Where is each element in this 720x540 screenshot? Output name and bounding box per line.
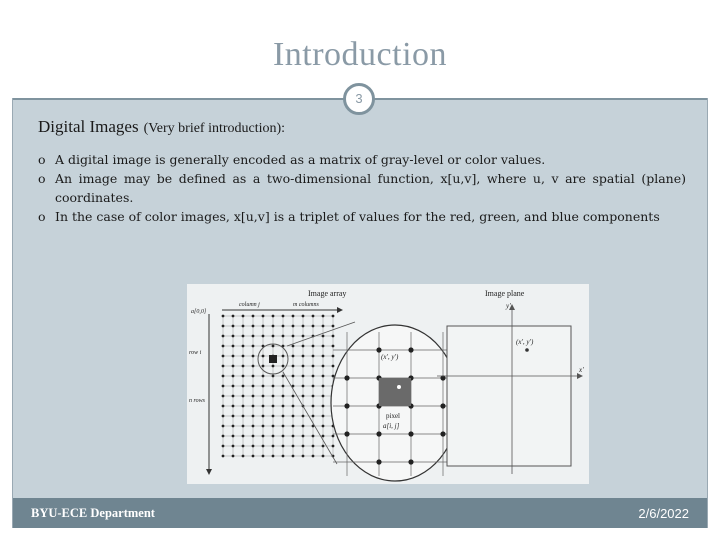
pixel-dot (262, 375, 265, 378)
pixel-dot (322, 385, 325, 388)
row-arrow-icon (206, 469, 212, 475)
pixel-dot (332, 445, 335, 448)
pixel-dot (252, 395, 255, 398)
pixel-dot (302, 345, 305, 348)
pixel-dot (322, 445, 325, 448)
pixel-dot (292, 355, 295, 358)
pixel-dot (312, 455, 315, 458)
pixel-dot (312, 365, 315, 368)
pixel-dot (222, 315, 225, 318)
pixel-dot (282, 315, 285, 318)
pixel-dot (332, 325, 335, 328)
pixel-dot (262, 425, 265, 428)
pixel-dot (302, 355, 305, 358)
pixel-dot (222, 365, 225, 368)
pixel-dot (292, 335, 295, 338)
pixel-dot (252, 405, 255, 408)
pixel-dot (242, 445, 245, 448)
pixel-dot (272, 435, 275, 438)
heading-subtext: (Very brief introduction): (143, 121, 286, 136)
pixel-dot (222, 415, 225, 418)
pixel-dot (242, 455, 245, 458)
pixel-dot (322, 355, 325, 358)
pixel-dot (292, 365, 295, 368)
pixel-dot (262, 335, 265, 338)
pixel-dot (262, 395, 265, 398)
pixel-dot (252, 385, 255, 388)
pixel-dot (232, 385, 235, 388)
pixel-dot (262, 365, 265, 368)
pixel-dot (222, 345, 225, 348)
pixel-dot (282, 355, 285, 358)
pixel-dot (232, 395, 235, 398)
pixel-dot (262, 315, 265, 318)
pixel-dot (282, 395, 285, 398)
pixel-dot (222, 395, 225, 398)
point-label: (x', y') (381, 353, 399, 361)
pixel-dot (292, 425, 295, 428)
pixel-dot (262, 435, 265, 438)
pixel-dot (292, 445, 295, 448)
pixel-dot (302, 365, 305, 368)
magnified-dot (408, 347, 413, 352)
pixel-dot (282, 335, 285, 338)
figure-svg (187, 284, 589, 484)
image-plane-label: Image plane (485, 289, 525, 298)
n-rows-label: n rows (189, 398, 205, 404)
pixel-dot (312, 355, 315, 358)
pixel-dot (232, 365, 235, 368)
pixel-dot (322, 325, 325, 328)
pixel-dot (302, 325, 305, 328)
pixel-dot (262, 405, 265, 408)
image-array-label: Image array (308, 289, 347, 298)
pixel-dot (302, 385, 305, 388)
pixel-dot (232, 355, 235, 358)
pixel-dot (232, 445, 235, 448)
pixel-dot (312, 315, 315, 318)
pixel-dot (282, 385, 285, 388)
pixel-dot (272, 345, 275, 348)
pixel-value-label: a[i, j] (383, 422, 400, 430)
magnified-dot (344, 431, 349, 436)
pixel-dot (292, 415, 295, 418)
pixel-dot (302, 375, 305, 378)
pixel-dot (242, 345, 245, 348)
bullet-text: An image may be defined as a two-dimensional function, x[u,v], where u, v are spatial (plane) coordinates. (55, 171, 686, 205)
pixel-dot (322, 425, 325, 428)
pixel-dot (322, 315, 325, 318)
pixel-dot (332, 335, 335, 338)
pixel-dot (322, 395, 325, 398)
pixel-dot (292, 435, 295, 438)
pixel-dot (292, 395, 295, 398)
magnified-pixel (379, 378, 411, 406)
pixel-dot (242, 335, 245, 338)
magnified-dot (408, 431, 413, 436)
pixel-dot (262, 445, 265, 448)
pixel-dot (302, 415, 305, 418)
pixel-dot (232, 415, 235, 418)
page-number-badge: 3 (343, 83, 375, 115)
pixel-dot (252, 425, 255, 428)
section-heading (38, 117, 285, 137)
pixel-dot (272, 455, 275, 458)
pixel-dot (272, 395, 275, 398)
pixel-dot (322, 405, 325, 408)
pixel-dot (302, 335, 305, 338)
pixel-dot (252, 375, 255, 378)
pixel-dot (312, 445, 315, 448)
bullet-item (38, 207, 686, 226)
pixel-dot (232, 345, 235, 348)
pixel-dot (312, 405, 315, 408)
pixel-dot (302, 455, 305, 458)
footer-date: 2/6/2022 (638, 506, 689, 521)
pixel-dot (242, 325, 245, 328)
pixel-dot (252, 345, 255, 348)
magnified-dot (440, 403, 445, 408)
pixel-dot (292, 315, 295, 318)
pixel-dot (322, 335, 325, 338)
pixel-dot (302, 395, 305, 398)
magnified-dot (376, 459, 381, 464)
pixel-dot (232, 315, 235, 318)
x-axis-label: x' (579, 366, 584, 374)
pixel-dot (292, 375, 295, 378)
pixel-dot (232, 335, 235, 338)
pixel-dot (322, 345, 325, 348)
pixel-dot (312, 435, 315, 438)
pixel-dot (282, 365, 285, 368)
pixel-dot (262, 355, 265, 358)
image-array-figure (187, 284, 589, 484)
zoom-line-top (287, 322, 355, 346)
pixel-dot (252, 335, 255, 338)
pixel-dot (312, 385, 315, 388)
pixel-dot (222, 385, 225, 388)
pixel-dot (272, 415, 275, 418)
pixel-dot (272, 315, 275, 318)
pixel-dot (242, 395, 245, 398)
image-plane-box (447, 326, 571, 466)
pixel-dot (222, 435, 225, 438)
pixel-dot (332, 315, 335, 318)
column-label: column j (239, 302, 260, 308)
pixel-dot (242, 405, 245, 408)
pixel-dot (282, 375, 285, 378)
pixel-dot (322, 435, 325, 438)
pixel-dot (222, 445, 225, 448)
y-axis-label: y' (506, 302, 511, 310)
bullet-item (38, 169, 686, 207)
pixel-dot (242, 375, 245, 378)
pixel-dot (332, 435, 335, 438)
pixel-dot (232, 405, 235, 408)
slide-footer (13, 498, 707, 528)
pixel-dot (292, 405, 295, 408)
pixel-dot (302, 435, 305, 438)
pixel-dot (292, 455, 295, 458)
pixel-dot (252, 365, 255, 368)
magnified-dot (440, 431, 445, 436)
magnified-dot (344, 403, 349, 408)
pixel-dot (252, 435, 255, 438)
pixel-dot (222, 425, 225, 428)
bullet-marker: o (38, 152, 46, 167)
pixel-dot (312, 325, 315, 328)
pixel-dot (222, 325, 225, 328)
plane-point-label: (x', y') (516, 338, 534, 346)
m-columns-label: m columns (293, 302, 319, 308)
pixel-dot (252, 315, 255, 318)
pixel-dot (302, 425, 305, 428)
pixel-dot (272, 425, 275, 428)
selected-pixel (269, 355, 277, 363)
pixel-dot (222, 455, 225, 458)
pixel-dot (312, 415, 315, 418)
pixel-dot (282, 435, 285, 438)
bullet-item (38, 150, 686, 169)
origin-label: a[0,0] (191, 309, 207, 315)
pixel-dot (332, 345, 335, 348)
magnified-dot (344, 375, 349, 380)
pixel-dot (282, 325, 285, 328)
magnified-dot (376, 347, 381, 352)
pixel-dot (242, 385, 245, 388)
pixel-dot (312, 375, 315, 378)
pixel-dot (282, 415, 285, 418)
pixel-label: pixel (386, 412, 400, 420)
footer-department: BYU-ECE Department (31, 506, 155, 520)
pixel-dot (242, 435, 245, 438)
plane-point (525, 348, 529, 352)
pixel-dot (312, 395, 315, 398)
pixel-dot (252, 355, 255, 358)
pixel-dot (232, 425, 235, 428)
pixel-dot (242, 355, 245, 358)
pixel-dot (312, 345, 315, 348)
pixel-dot (292, 345, 295, 348)
pixel-dot (252, 455, 255, 458)
pixel-dot (222, 375, 225, 378)
pixel-dot (232, 435, 235, 438)
column-arrow-icon (337, 307, 343, 313)
pixel-grid (223, 316, 333, 456)
heading-text: Digital Images (38, 117, 139, 136)
pixel-dot (292, 325, 295, 328)
pixel-dot (222, 405, 225, 408)
pixel-dot (232, 325, 235, 328)
pixel-dot (242, 425, 245, 428)
pixel-dot (282, 405, 285, 408)
pixel-dot (252, 325, 255, 328)
pixel-dot (282, 445, 285, 448)
pixel-dot (282, 425, 285, 428)
pixel-dot (252, 445, 255, 448)
pixel-dot (302, 445, 305, 448)
pixel-dot (322, 455, 325, 458)
magnified-point (397, 385, 401, 389)
pixel-dot (242, 315, 245, 318)
pixel-dot (252, 415, 255, 418)
pixel-dot (262, 455, 265, 458)
bullet-text: In the case of color images, x[u,v] is a triplet of values for the red, green, and blue components (55, 209, 660, 224)
pixel-dot (282, 455, 285, 458)
pixel-dot (272, 405, 275, 408)
pixel-dot (242, 415, 245, 418)
pixel-dot (222, 335, 225, 338)
pixel-dot (242, 365, 245, 368)
pixel-dot (322, 375, 325, 378)
bullet-list (38, 150, 686, 226)
magnified-dot (376, 431, 381, 436)
pixel-dot (262, 385, 265, 388)
pixel-dot (322, 365, 325, 368)
pixel-dot (272, 335, 275, 338)
pixel-dot (272, 325, 275, 328)
pixel-dot (322, 415, 325, 418)
pixel-dot (232, 455, 235, 458)
bullet-text: A digital image is generally encoded as a matrix of gray-level or color values. (55, 152, 546, 167)
pixel-dot (302, 315, 305, 318)
pixel-dot (262, 325, 265, 328)
pixel-dot (262, 415, 265, 418)
bullet-marker: o (38, 209, 46, 224)
pixel-dot (222, 355, 225, 358)
pixel-dot (332, 365, 335, 368)
pixel-dot (272, 445, 275, 448)
bullet-marker: o (38, 171, 46, 186)
pixel-dot (272, 385, 275, 388)
magnified-dot (408, 459, 413, 464)
pixel-dot (332, 355, 335, 358)
row-label: row i (189, 350, 202, 356)
pixel-dot (272, 365, 275, 368)
pixel-dot (272, 375, 275, 378)
slide-title: Introduction (272, 36, 448, 73)
pixel-dot (232, 375, 235, 378)
